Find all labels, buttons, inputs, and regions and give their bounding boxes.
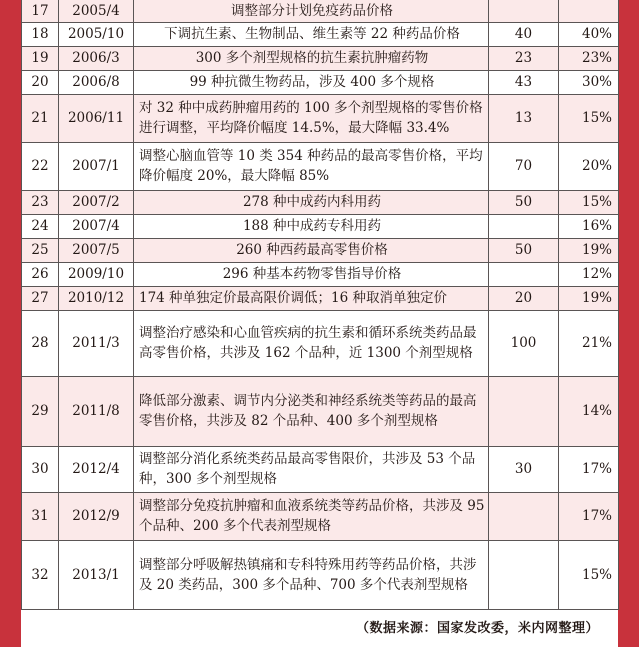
row-description: 174 种单独定价最高限价调低；16 种取消单独定价	[134, 286, 489, 310]
row-description: 99 种抗微生物药品，涉及 400 多个规格	[134, 70, 489, 94]
left-red-band	[0, 0, 21, 647]
row-date: 2007/1	[59, 142, 134, 190]
row-rate	[559, 0, 619, 22]
table-row	[22, 310, 619, 376]
row-description: 降低部分激素、调节内分泌类和神经系统类等药品的最高零售价格，共涉及 82 个品种、400 多个剂型规格	[134, 376, 489, 446]
row-date: 2006/11	[59, 94, 134, 142]
row-number: 21	[22, 94, 59, 142]
data-source-note: （数据来源：国家发改委，米内网整理）	[355, 621, 599, 636]
row-description: 调整部分呼吸解热镇痛和专科特殊用药等药品价格，共涉及 20 类药品，300 多个品种、700 多个代表剂型规格	[134, 540, 489, 609]
row-number: 27	[22, 286, 59, 310]
row-rate: 14%	[559, 376, 619, 446]
row-number: 19	[22, 46, 59, 70]
row-description: 188 种中成药专科用药	[134, 214, 489, 238]
table-row	[22, 94, 619, 142]
row-rate: 23%	[559, 46, 619, 70]
row-number: 22	[22, 142, 59, 190]
row-date: 2009/10	[59, 262, 134, 286]
row-count: 40	[489, 22, 559, 46]
row-number: 30	[22, 446, 59, 492]
row-description: 调整心脑血管等 10 类 354 种药品的最高零售价格，平均降价幅度 20%，最大降幅 85%	[134, 142, 489, 190]
row-description: 调整治疗感染和心血管疾病的抗生素和循环系统类药品最高零售价格，共涉及 162 个品种，近 1300 个剂型规格	[134, 310, 489, 376]
row-count: 43	[489, 70, 559, 94]
row-count: 30	[489, 446, 559, 492]
row-date: 2007/4	[59, 214, 134, 238]
row-number: 32	[22, 540, 59, 609]
row-rate: 15%	[559, 94, 619, 142]
row-number: 23	[22, 190, 59, 214]
table-row	[22, 286, 619, 310]
table-row	[22, 376, 619, 446]
row-description: 对 32 种中成药肿瘤用药的 100 多个剂型规格的零售价格进行调整，平均降价幅度 14.5%，最大降幅 33.4%	[134, 94, 489, 142]
row-number: 17	[22, 0, 59, 22]
table-row	[22, 238, 619, 262]
row-count	[489, 376, 559, 446]
row-description: 300 多个剂型规格的抗生素抗肿瘤药物	[134, 46, 489, 70]
row-count: 50	[489, 190, 559, 214]
row-rate: 20%	[559, 142, 619, 190]
table-row	[22, 214, 619, 238]
right-red-band	[618, 0, 639, 647]
table-row	[22, 262, 619, 286]
row-date: 2007/5	[59, 238, 134, 262]
row-number: 31	[22, 492, 59, 540]
row-rate: 15%	[559, 540, 619, 609]
row-date: 2005/4	[59, 0, 134, 22]
table-row	[22, 492, 619, 540]
row-count	[489, 492, 559, 540]
row-number: 28	[22, 310, 59, 376]
row-rate: 30%	[559, 70, 619, 94]
row-rate: 17%	[559, 446, 619, 492]
row-rate: 17%	[559, 492, 619, 540]
row-number: 25	[22, 238, 59, 262]
row-rate: 19%	[559, 286, 619, 310]
table-row	[22, 190, 619, 214]
row-count: 23	[489, 46, 559, 70]
row-rate: 16%	[559, 214, 619, 238]
row-description: 296 种基本药物零售指导价格	[134, 262, 489, 286]
row-description: 调整部分免疫抗肿瘤和血液系统类等药品价格，共涉及 95 个品种、200 多个代表剂型规格	[134, 492, 489, 540]
table-row	[22, 446, 619, 492]
table-row	[22, 46, 619, 70]
table-row	[22, 22, 619, 46]
row-count	[489, 262, 559, 286]
table-row	[22, 70, 619, 94]
row-description: 调整部分消化系统类药品最高零售限价，共涉及 53 个品种，300 多个剂型规格	[134, 446, 489, 492]
row-number: 26	[22, 262, 59, 286]
row-date: 2007/2	[59, 190, 134, 214]
row-count	[489, 214, 559, 238]
row-count	[489, 540, 559, 609]
row-rate: 15%	[559, 190, 619, 214]
row-count: 20	[489, 286, 559, 310]
table-row	[22, 540, 619, 609]
row-description: 260 种西药最高零售价格	[134, 238, 489, 262]
row-number: 24	[22, 214, 59, 238]
row-number: 18	[22, 22, 59, 46]
row-description: 278 种中成药内科用药	[134, 190, 489, 214]
row-number: 29	[22, 376, 59, 446]
row-description: 下调抗生素、生物制品、维生素等 22 种药品价格	[134, 22, 489, 46]
table-row	[22, 142, 619, 190]
row-count: 50	[489, 238, 559, 262]
row-description: 调整部分计划免疫药品价格	[134, 0, 489, 22]
row-date: 2005/10	[59, 22, 134, 46]
row-rate: 19%	[559, 238, 619, 262]
row-count	[489, 0, 559, 22]
row-rate: 40%	[559, 22, 619, 46]
row-date: 2011/8	[59, 376, 134, 446]
row-count: 13	[489, 94, 559, 142]
row-date: 2006/8	[59, 70, 134, 94]
row-date: 2013/1	[59, 540, 134, 609]
row-date: 2012/4	[59, 446, 134, 492]
row-rate: 12%	[559, 262, 619, 286]
table-row	[22, 0, 619, 22]
row-count: 70	[489, 142, 559, 190]
row-date: 2006/3	[59, 46, 134, 70]
row-rate: 21%	[559, 310, 619, 376]
row-date: 2012/9	[59, 492, 134, 540]
row-date: 2010/12	[59, 286, 134, 310]
row-date: 2011/3	[59, 310, 134, 376]
row-number: 20	[22, 70, 59, 94]
drug-price-adjustment-table	[21, 0, 619, 610]
row-count: 100	[489, 310, 559, 376]
